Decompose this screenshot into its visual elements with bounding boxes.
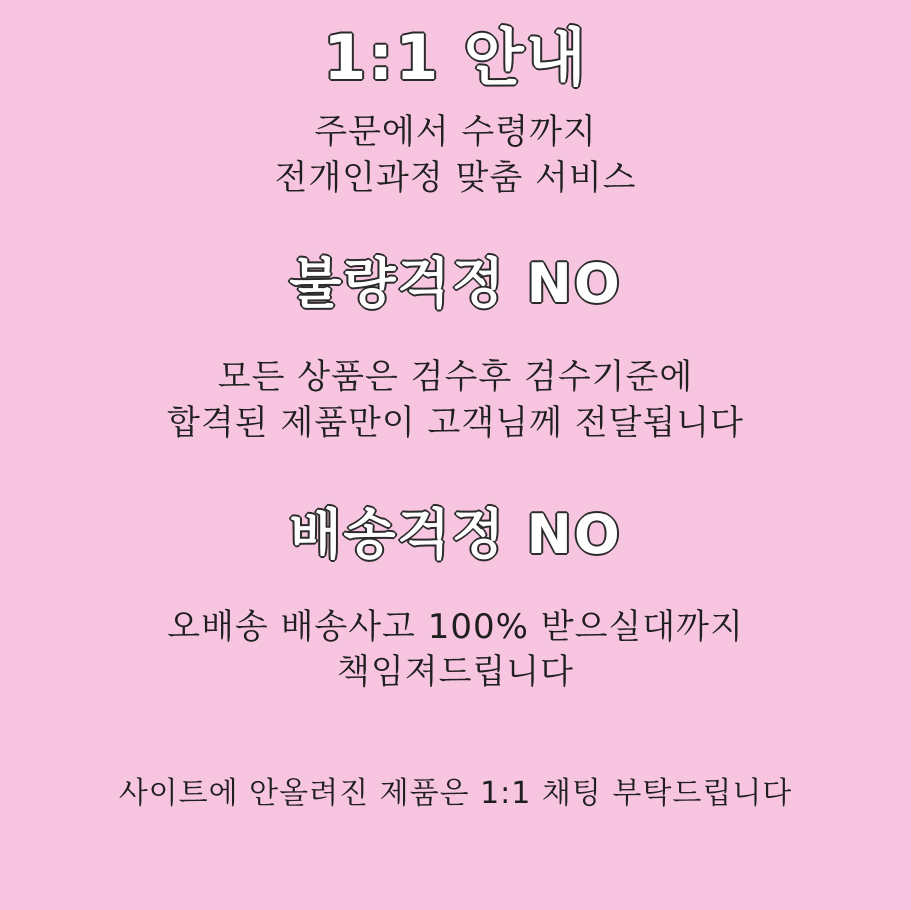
- intro-line-1: 주문에서 수령까지: [314, 112, 597, 153]
- shipping-section-heading: 배송걱정 NO: [289, 503, 622, 567]
- shipping-line-1: 오배송 배송사고 100% 받으실대까지: [167, 606, 744, 647]
- page-title: 1:1 안내: [323, 21, 588, 94]
- footer-note: 사이트에 안올려진 제품은 1:1 채팅 부탁드립니다: [118, 776, 793, 812]
- shipping-section-text: [0, 605, 911, 697]
- intro-text: [0, 110, 911, 202]
- quality-section-heading: 불량걱정 NO: [289, 251, 622, 315]
- shipping-line-2: 책임져드립니다: [337, 652, 574, 693]
- quality-line-1: 모든 상품은 검수후 검수기준에: [217, 357, 694, 398]
- quality-section-text: [0, 355, 911, 447]
- intro-line-2: 전개인과정 맞춤 서비스: [274, 158, 637, 199]
- quality-line-2: 합격된 제품만이 고객님께 전달됩니다: [167, 403, 744, 444]
